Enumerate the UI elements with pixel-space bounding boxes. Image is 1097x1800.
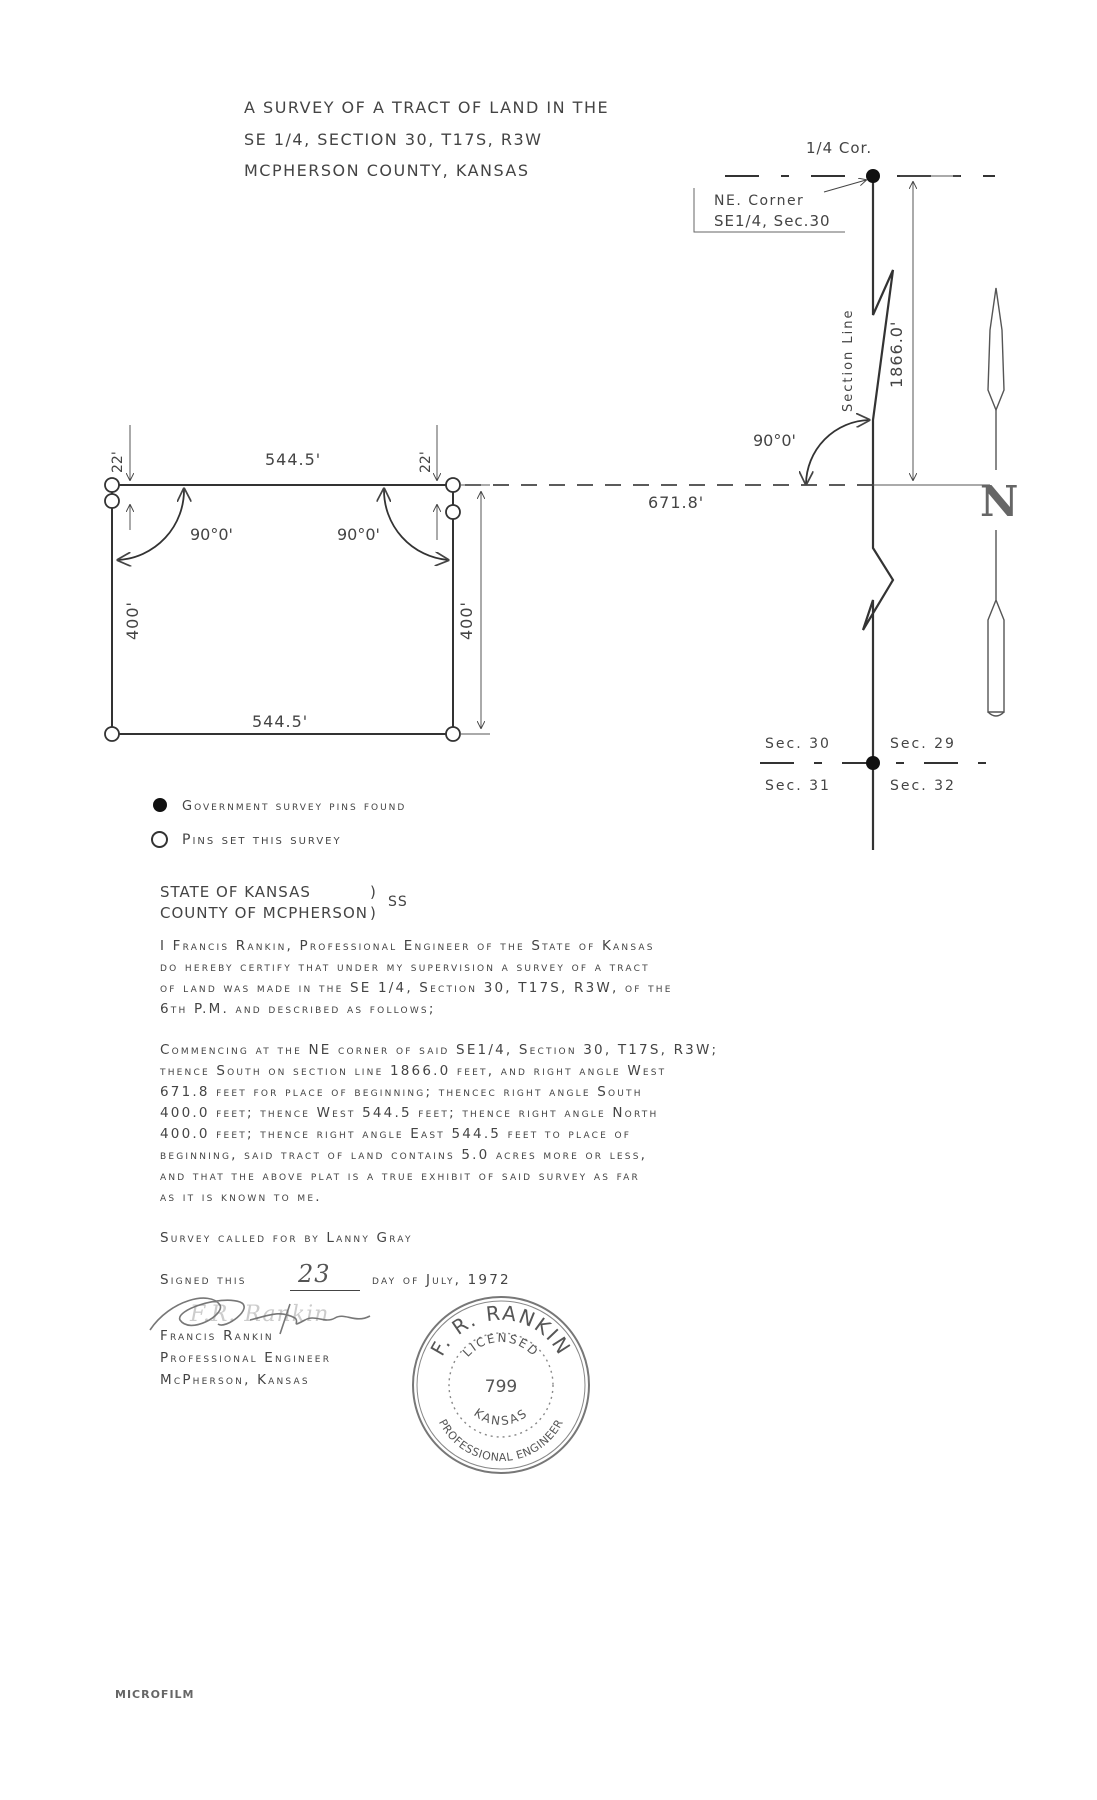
title-line-2: SE 1/4, SECTION 30, T17S, R3W <box>244 130 543 149</box>
legend-set-pin-icon <box>151 831 168 848</box>
cert-para1-line: of land was made in the SE 1/4, Section 30, T17S, R3W, of the <box>160 980 673 996</box>
seal-name: F. R. RANKIN <box>425 1300 577 1360</box>
legend-found: Government survey pins found <box>182 799 407 814</box>
title-line-1: A SURVEY OF A TRACT OF LAND IN THE <box>244 98 610 117</box>
section-line <box>863 175 893 850</box>
offset-right: 22' <box>418 451 434 473</box>
venue-county: COUNTY OF MCPHERSON <box>160 904 368 922</box>
ne-corner-line1: NE. Corner <box>714 193 805 209</box>
cert-para1-line: 6th P.M. and described as follows; <box>160 1001 436 1017</box>
svg-text:KANSAS <box>471 1406 530 1429</box>
section-line-label: Section Line <box>841 308 856 412</box>
found-pin-quarter-corner <box>866 169 880 183</box>
cert-para2-line: 400.0 feet; thence right angle East 544.5 feet to place of <box>160 1126 632 1142</box>
cert-para2-line: beginning, said tract of land contains 5.0 acres more or less, <box>160 1147 648 1163</box>
seal-state: KANSAS <box>471 1405 531 1429</box>
angle-right: 90°0' <box>337 525 380 544</box>
venue-paren-2: ) <box>370 904 377 922</box>
signer-location: McPherson, Kansas <box>160 1372 310 1388</box>
sec32-label: Sec. 32 <box>890 778 956 794</box>
seal-licensed: LICENSED <box>459 1330 542 1360</box>
signed-day: 23 <box>298 1260 331 1288</box>
north-label: N <box>980 477 1019 526</box>
set-pin-ne-a <box>446 478 460 492</box>
signed-prefix: Signed this <box>160 1272 247 1288</box>
cert-para2-line: thence South on section line 1866.0 feet, and right angle West <box>160 1063 667 1079</box>
cert-para1-line: I Francis Rankin, Professional Engineer of the State of Kansas <box>160 938 655 954</box>
svg-text:LICENSED <box>460 1331 542 1360</box>
sec30-label: Sec. 30 <box>765 736 831 752</box>
engineer-seal <box>408 1292 594 1478</box>
sec29-label: Sec. 29 <box>890 736 956 752</box>
angle-east: 90°0' <box>753 431 796 450</box>
tract-boundary <box>112 485 453 734</box>
set-pin-ne-b <box>446 505 460 519</box>
signer-name: Francis Rankin <box>160 1328 274 1344</box>
survey-called-for: Survey called for by Lanny Gray <box>160 1230 413 1246</box>
venue-state: STATE OF KANSAS <box>160 883 311 901</box>
signature: F.R. Rankin <box>190 1302 330 1327</box>
dim-671: 671.8' <box>648 493 705 512</box>
angle-left: 90°0' <box>190 525 233 544</box>
dim-right: 400' <box>457 601 476 640</box>
venue-ss: SS <box>388 894 408 910</box>
dim-top: 544.5' <box>265 450 322 469</box>
found-pin-section-corner <box>866 756 880 770</box>
sec31-label: Sec. 31 <box>765 778 831 794</box>
cert-para2-line: Commencing at the NE corner of said SE1/4, Section 30, T17S, R3W; <box>160 1042 719 1058</box>
svg-text:F. R. RANKIN <box>426 1301 577 1360</box>
venue-paren-1: ) <box>370 883 377 901</box>
microfilm-stamp: MICROFILM <box>115 1688 195 1701</box>
legend-found-pin-icon <box>153 798 167 812</box>
signed-suffix: day of July, 1972 <box>372 1272 511 1288</box>
signer-role: Professional Engineer <box>160 1350 332 1366</box>
set-pin-nw-a <box>105 478 119 492</box>
ne-corner-line2: SE1/4, Sec.30 <box>714 212 831 230</box>
cert-para2-line: as it is known to me. <box>160 1189 322 1205</box>
cert-para2-line: 671.8 feet for place of beginning; thencec right angle South <box>160 1084 643 1100</box>
signed-day-field <box>290 1260 360 1291</box>
dim-left: 400' <box>123 601 142 640</box>
dim-bottom: 544.5' <box>252 712 309 731</box>
title-line-3: MCPHERSON COUNTY, KANSAS <box>244 161 530 180</box>
set-pin-se <box>446 727 460 741</box>
quarter-corner-label: 1/4 Cor. <box>806 139 873 157</box>
cert-para1-line: do hereby certify that under my supervision a survey of a tract <box>160 959 650 975</box>
seal-number: 799 <box>484 1377 518 1397</box>
cert-para2-line: and that the above plat is a true exhibit of said survey as far <box>160 1168 640 1184</box>
cert-para2-line: 400.0 feet; thence West 544.5 feet; thence right angle North <box>160 1105 659 1121</box>
legend-set: Pins set this survey <box>182 832 342 848</box>
set-pin-nw-b <box>105 494 119 508</box>
set-pin-sw <box>105 727 119 741</box>
seal-profession: PROFESSIONAL ENGINEER <box>436 1417 566 1465</box>
offset-left: 22' <box>110 451 126 473</box>
dim-1866: 1866.0' <box>887 320 906 388</box>
